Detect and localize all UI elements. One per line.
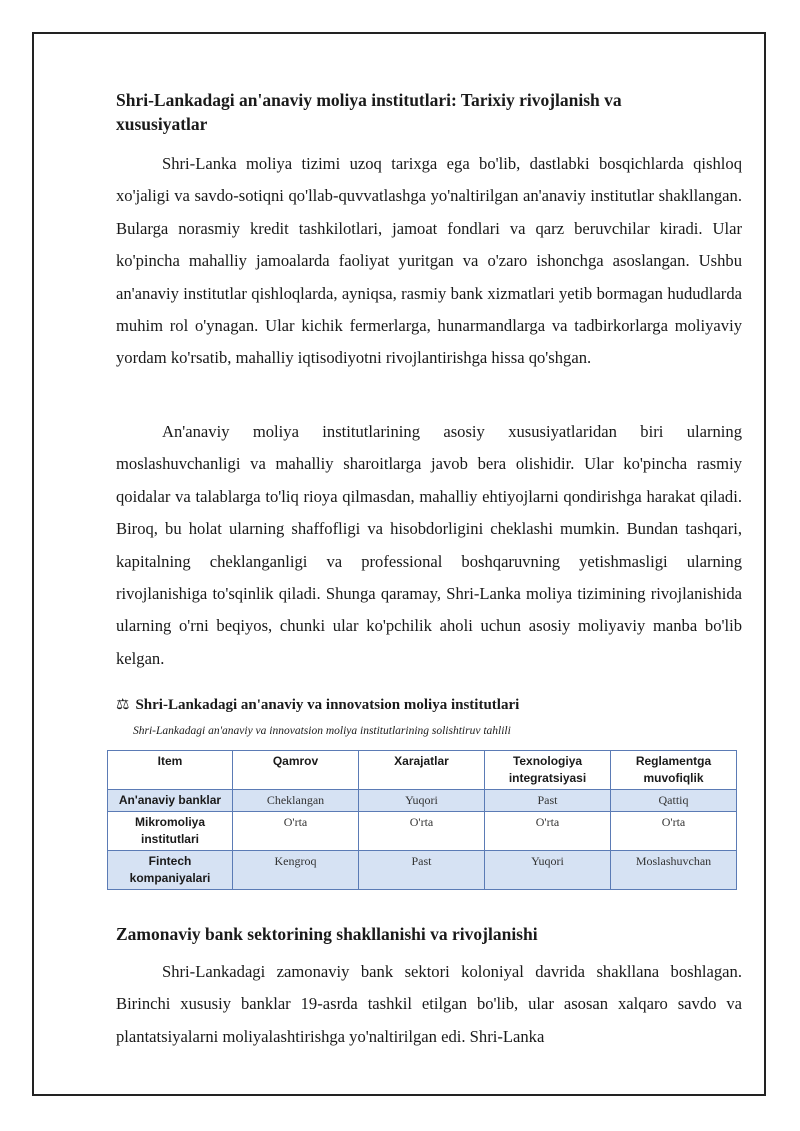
table-header-row bbox=[108, 751, 737, 790]
table-row bbox=[108, 812, 737, 851]
table-cell: Yuqori bbox=[359, 790, 485, 812]
row-header: An'anaviy banklar bbox=[108, 790, 233, 812]
table-row bbox=[108, 851, 737, 890]
comparison-table bbox=[107, 750, 737, 890]
column-header-item: Item bbox=[108, 751, 233, 790]
column-header-costs: Xarajatlar bbox=[359, 751, 485, 790]
row-header: Fintech kompaniyalari bbox=[108, 851, 233, 890]
table-row bbox=[108, 790, 737, 812]
table-title-text: Shri-Lankadagi an'anaviy va innovatsion moliya institutlari bbox=[135, 697, 520, 713]
table-cell: Past bbox=[485, 790, 611, 812]
table-cell: Past bbox=[359, 851, 485, 890]
scale-icon: ⚖ bbox=[116, 697, 130, 713]
table-cell: Qattiq bbox=[611, 790, 737, 812]
column-header-technology: Texnologiya integratsiyasi bbox=[485, 751, 611, 790]
table-title bbox=[116, 695, 519, 715]
section-heading-modern-banking: Zamonaviy bank sektorining shakllanishi va rivojlanishi bbox=[116, 924, 538, 944]
paragraph-features: An'anaviy moliya institutlarining asosiy xususiyatlaridan biri ularning moslashuvchanligi va mahalliy sharoitlarga javob bera olishidir. Ular ko'pincha rasmiy qoidalar va talablarga to'liq rioya qilmasdan, mahalliy ehtiyojlarni qondirishga harakat qiladi. Biroq, bu holat ularning shaffofligi va hisobdorligini cheklashi mumkin. Bundan tashqari, kapitalning cheklanganligi va professional boshqaruvning yetishmasligi ularning rivojlanishiga to'sqinlik qiladi. Shunga qaramay, Shri-Lanka moliya tizimining rivojlanishida ularning o'rni beqiyos, chunki ular ko'pchilik aholi uchun asosiy moliyaviy manba bo'lib kelgan. bbox=[116, 422, 742, 668]
section-heading-traditional-institutions: Shri-Lankadagi an'anaviy moliya institutlari: Tarixiy rivojlanish va xususiyatlar bbox=[116, 90, 622, 134]
table-caption: Shri-Lankadagi an'anaviy va innovatsion moliya institutlarining solishtiruv tahlili bbox=[133, 725, 511, 737]
table-cell: O'rta bbox=[611, 812, 737, 851]
table-cell: Cheklangan bbox=[233, 790, 359, 812]
table-cell: O'rta bbox=[485, 812, 611, 851]
paragraph-history: Shri-Lanka moliya tizimi uzoq tarixga ega bo'lib, dastlabki bosqichlarda qishloq xo'jaligi va savdo-sotiqni qo'llab-quvvatlashga yo'naltirilgan an'anaviy institutlar shakllangan. Bularga norasmiy kredit tashkilotlari, jamoat fondlari va qarz beruvchilar kiradi. Ular ko'pincha mahalliy jamoalarda faoliyat yuritgan va o'zaro ishonchga asoslangan. Ushbu an'anaviy institutlar qishloqlarda, ayniqsa, rasmiy bank xizmatlari yetib bormagan hududlarda muhim rol o'ynagan. Ular kichik fermerlarga, hunarmandlarga va tadbirkorlarga moliyaviy yordam ko'rsatib, mahalliy iqtisodiyotni rivojlantirishga hissa qo'shgan. bbox=[116, 154, 742, 368]
column-header-coverage: Qamrov bbox=[233, 751, 359, 790]
table-cell: Moslashuvchan bbox=[611, 851, 737, 890]
table-cell: O'rta bbox=[359, 812, 485, 851]
table-cell: O'rta bbox=[233, 812, 359, 851]
paragraph-modern-banking: Shri-Lankadagi zamonaviy bank sektori koloniyal davrida shakllana boshlagan. Birinchi xususiy banklar 19-asrda tashkil etilgan bo'lib, ular asosan xalqaro savdo va plantatsiyalarni moliyalashtirishga yo'naltirilgan edi. Shri-Lanka bbox=[116, 962, 742, 1046]
column-header-regulation: Reglamentga muvofiqlik bbox=[611, 751, 737, 790]
table-cell: Kengroq bbox=[233, 851, 359, 890]
row-header: Mikromoliya institutlari bbox=[108, 812, 233, 851]
table-cell: Yuqori bbox=[485, 851, 611, 890]
